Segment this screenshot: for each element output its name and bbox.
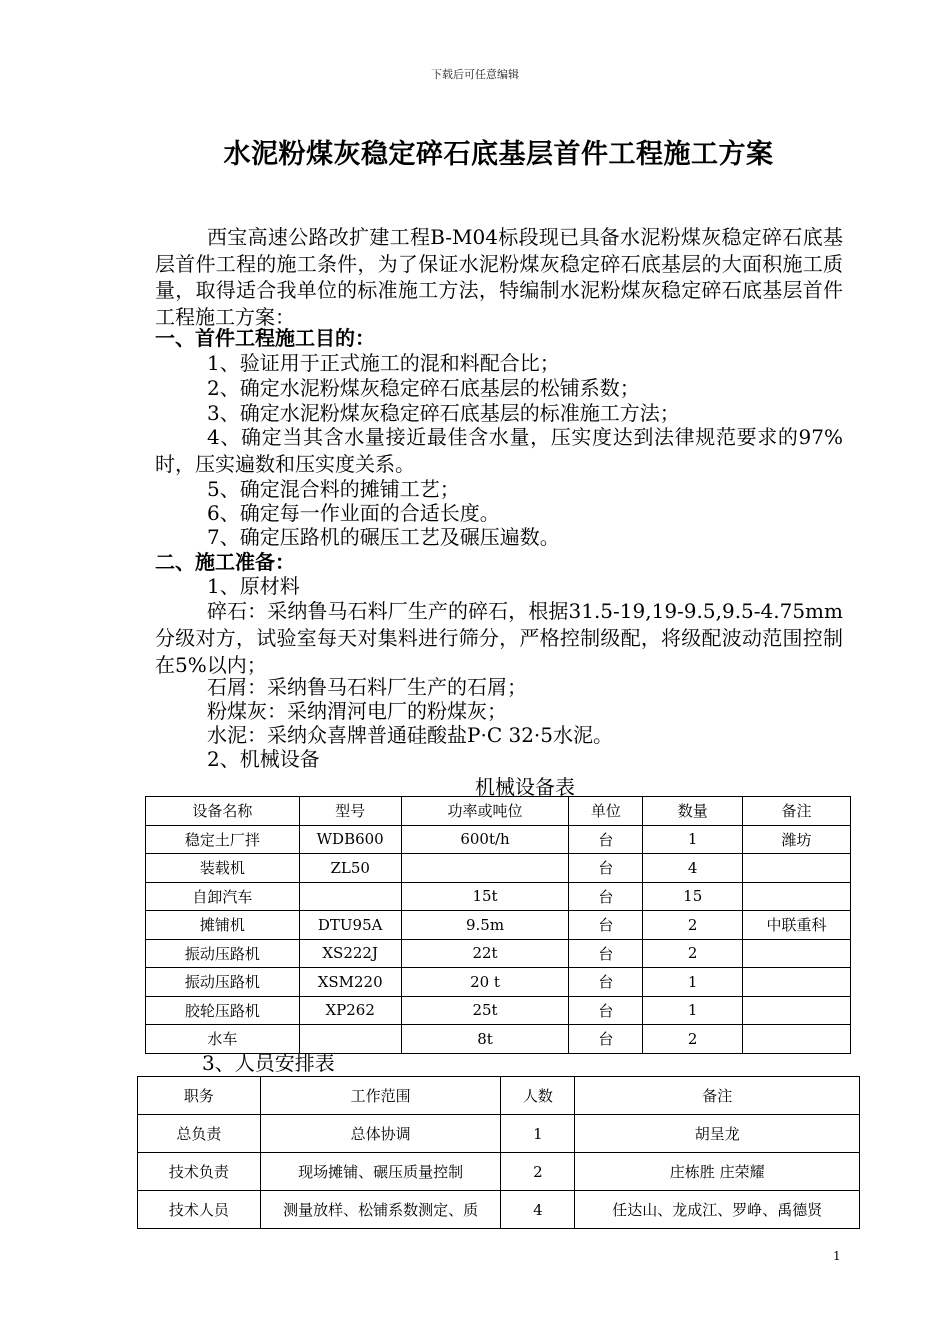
table-row — [146, 968, 851, 997]
purpose-item: 1、验证用于正式施工的混和料配合比； — [207, 351, 560, 375]
table-cell: 9.5m — [401, 911, 569, 940]
purpose-item: 5、确定混合料的摊铺工艺； — [207, 477, 460, 501]
page-number: 1 — [833, 1249, 841, 1263]
table-cell — [743, 968, 851, 997]
purpose-item: 3、确定水泥粉煤灰稳定碎石底基层的标准施工方法； — [207, 401, 680, 425]
purpose-item: 6、确定每一作业面的合适长度。 — [207, 501, 500, 525]
cement-line: 水泥：采纳众喜牌普通硅酸盐P·C 32·5水泥。 — [207, 723, 614, 747]
table-row — [146, 825, 851, 854]
flyash-line: 粉煤灰：采纳渭河电厂的粉煤灰； — [207, 699, 507, 723]
header-cell: 职务 — [138, 1077, 261, 1115]
table-cell: 庄栋胜 庄荣耀 — [575, 1153, 860, 1191]
table-cell: 25t — [401, 996, 569, 1025]
table-cell — [743, 854, 851, 883]
table-cell: 台 — [569, 911, 643, 940]
table-cell: 振动压路机 — [146, 968, 300, 997]
table-header-row — [138, 1077, 860, 1115]
table-cell: WDB600 — [299, 825, 401, 854]
table-row — [146, 939, 851, 968]
table-row — [146, 854, 851, 883]
header-cell: 功率或吨位 — [401, 797, 569, 826]
purpose-item: 4、确定当其含水量接近最佳含水量，压实度达到法律规范要求的97%时，压实遍数和压实度关系。 — [155, 425, 843, 476]
table-cell: 8t — [401, 1025, 569, 1054]
header-cell: 人数 — [501, 1077, 575, 1115]
table-cell: 600t/h — [401, 825, 569, 854]
table-cell: 台 — [569, 882, 643, 911]
purpose-item: 7、确定压路机的碾压工艺及碾压遍数。 — [207, 525, 560, 549]
header-cell: 工作范围 — [260, 1077, 501, 1115]
intro-paragraph: 西宝高速公路改扩建工程B-M04标段现已具备水泥粉煤灰稳定碎石底基层首件工程的施工条件，为了保证水泥粉煤灰稳定碎石底基层的大面积施工质量，取得适合我单位的标准施工方法，特编制水泥粉煤灰稳定碎石底基层首件工程施工方案： — [155, 225, 843, 329]
table-cell: DTU95A — [299, 911, 401, 940]
header-cell: 数量 — [643, 797, 743, 826]
table-cell: 台 — [569, 968, 643, 997]
table-cell: 摊铺机 — [146, 911, 300, 940]
staff-table — [137, 1076, 860, 1229]
table-cell: XS222J — [299, 939, 401, 968]
equipment-table — [145, 796, 851, 1054]
table-cell: 技术负责 — [138, 1153, 261, 1191]
table-cell: 稳定土厂拌 — [146, 825, 300, 854]
table-cell: 潍坊 — [743, 825, 851, 854]
header-note: 下载后可任意编辑 — [431, 68, 519, 81]
table-cell — [743, 939, 851, 968]
document-title: 水泥粉煤灰稳定碎石底基层首件工程施工方案 — [223, 139, 774, 170]
table-cell: 台 — [569, 939, 643, 968]
table-cell: 15 — [643, 882, 743, 911]
header-cell: 备注 — [743, 797, 851, 826]
table-cell: ZL50 — [299, 854, 401, 883]
table-cell: 台 — [569, 854, 643, 883]
table-cell — [401, 854, 569, 883]
table-cell: 1 — [643, 996, 743, 1025]
table-cell: 技术人员 — [138, 1191, 261, 1229]
table-cell: XP262 — [299, 996, 401, 1025]
chips-line: 石屑：采纳鲁马石料厂生产的石屑； — [207, 675, 527, 699]
table-row — [146, 1025, 851, 1054]
table-cell: 装载机 — [146, 854, 300, 883]
table-cell: 1 — [501, 1115, 575, 1153]
header-cell: 单位 — [569, 797, 643, 826]
table-cell: 2 — [501, 1153, 575, 1191]
header-cell: 型号 — [299, 797, 401, 826]
table-cell: 1 — [643, 968, 743, 997]
table-cell: XSM220 — [299, 968, 401, 997]
table-row — [146, 882, 851, 911]
table-cell: 水车 — [146, 1025, 300, 1054]
table-cell: 20 t — [401, 968, 569, 997]
table-cell: 2 — [643, 911, 743, 940]
section1-heading: 一、首件工程施工目的： — [155, 326, 375, 350]
table-cell: 任达山、龙成江、罗峥、禹德贤 — [575, 1191, 860, 1229]
table-row — [146, 996, 851, 1025]
table-cell: 2 — [643, 1025, 743, 1054]
table-cell: 22t — [401, 939, 569, 968]
header-cell: 设备名称 — [146, 797, 300, 826]
subsection-raw-materials: 1、原材料 — [207, 574, 300, 598]
table-cell: 台 — [569, 1025, 643, 1054]
subsection-equipment: 2、机械设备 — [207, 747, 320, 771]
table-header-row — [146, 797, 851, 826]
table-row — [146, 911, 851, 940]
table-cell — [743, 996, 851, 1025]
gravel-paragraph: 碎石：采纳鲁马石料厂生产的碎石，根据31.5-19,19-9.5,9.5-4.75mm分级对方，试验室每天对集料进行筛分，严格控制级配，将级配波动范围控制在5%以内； — [155, 599, 843, 677]
table-cell: 中联重科 — [743, 911, 851, 940]
table-cell — [299, 1025, 401, 1054]
table-cell: 15t — [401, 882, 569, 911]
header-cell: 备注 — [575, 1077, 860, 1115]
table-row — [138, 1115, 860, 1153]
table-cell: 现场摊铺、碾压质量控制 — [260, 1153, 501, 1191]
table-cell: 总负责 — [138, 1115, 261, 1153]
table-cell: 振动压路机 — [146, 939, 300, 968]
table-row — [138, 1153, 860, 1191]
table-cell: 自卸汽车 — [146, 882, 300, 911]
table-cell — [299, 882, 401, 911]
equipment-table-caption: 机械设备表 — [475, 775, 575, 799]
purpose-item: 2、确定水泥粉煤灰稳定碎石底基层的松铺系数； — [207, 376, 640, 400]
table-cell: 台 — [569, 825, 643, 854]
table-cell — [743, 1025, 851, 1054]
table-cell: 台 — [569, 996, 643, 1025]
table-cell: 胡呈龙 — [575, 1115, 860, 1153]
table-cell: 总体协调 — [260, 1115, 501, 1153]
section2-heading: 二、施工准备： — [155, 550, 295, 574]
table-cell: 2 — [643, 939, 743, 968]
subsection-staff: 3、人员安排表 — [202, 1051, 335, 1075]
table-cell: 测量放样、松铺系数测定、质 — [260, 1191, 501, 1229]
table-cell: 胶轮压路机 — [146, 996, 300, 1025]
table-cell — [743, 882, 851, 911]
table-cell: 1 — [643, 825, 743, 854]
table-row — [138, 1191, 860, 1229]
table-cell: 4 — [501, 1191, 575, 1229]
table-cell: 4 — [643, 854, 743, 883]
